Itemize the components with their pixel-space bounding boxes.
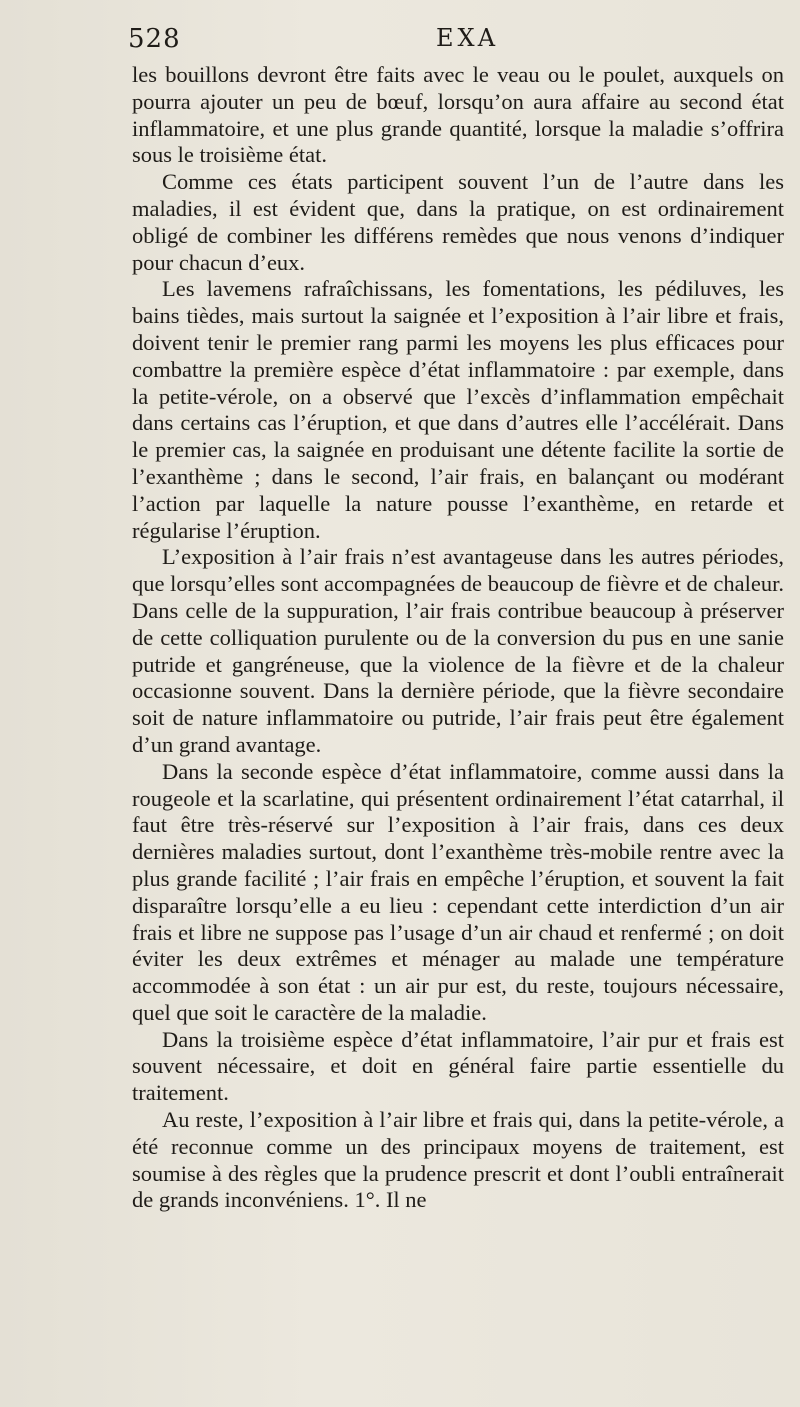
paragraph: Dans la troisième espèce d’état inflammatoire, l’air pur et frais est souvent nécessaire, et doit en général faire partie essentielle du traitement.: [132, 1026, 784, 1106]
page-number: 528: [128, 24, 181, 54]
body-text: [132, 62, 784, 1214]
paragraph: Comme ces états participent souvent l’un de l’autre dans les maladies, il est évident que, dans la pratique, on est ordinairement obligé de combiner les différens remèdes que nous venons d’indiquer pour chacun d’eux.: [132, 169, 784, 275]
paragraph: Au reste, l’exposition à l’air libre et frais qui, dans la petite-vérole, a été reconnue comme un des principaux moyens de traitement, est soumise à des règles que la prudence prescrit et dont l’oubli entraînerait de grands inconvéniens. 1°. Il ne: [132, 1107, 784, 1213]
paragraph: Dans la seconde espèce d’état inflammatoire, comme aussi dans la rougeole et la scarlatine, qui présentent ordinairement l’état catarrhal, il faut être très-réservé sur l’exposition à l’air frais, dans ces deux dernières maladies surtout, dont l’exanthème très-mobile rentre avec la plus grande facilité ; l’air frais en empêche l’éruption, et souvent la fait disparaître lorsqu’elle a eu lieu : cependant cette interdiction d’un air frais et libre ne suppose pas l’usage d’un air chaud et renfermé ; on doit éviter les deux extrêmes et ménager au malade une température accommodée à son état : un air pur est, du reste, toujours nécessaire, quel que soit le caractère de la maladie.: [132, 758, 784, 1025]
paragraph: Les lavemens rafraîchissans, les fomentations, les pédiluves, les bains tièdes, mais surtout la saignée et l’exposition à l’air libre et frais, doivent tenir le premier rang parmi les moyens les plus efficaces pour combattre la première espèce d’état inflammatoire : par exemple, dans la petite-vérole, on a observé que l’excès d’inflammation empêchait dans certains cas l’éruption, et que dans d’autres elle l’accélérait. Dans le premier cas, la saignée en produisant une détente facilite la sortie de l’exanthème ; dans le second, l’air frais, en balançant ou modérant l’action par laquelle la nature pousse l’exanthème, en retarde et régularise l’éruption.: [132, 276, 784, 543]
paragraph: les bouillons devront être faits avec le veau ou le poulet, auxquels on pourra ajouter un peu de bœuf, lorsqu’on aura affaire au second état inflammatoire, et une plus grande quantité, lorsque la maladie s’offrira sous le troisième état.: [132, 62, 784, 168]
page-header: [0, 24, 800, 64]
running-head: EXA: [436, 24, 500, 52]
paragraph: L’exposition à l’air frais n’est avantageuse dans les autres périodes, que lorsqu’elles sont accompagnées de beaucoup de fièvre et de chaleur. Dans celle de la suppuration, l’air frais contribue beaucoup à préserver de cette colliquation purulente ou de la conversion du pus en une sanie putride et gangréneuse, que la violence de la fièvre et de la chaleur occasionne souvent. Dans la dernière période, que la fièvre secondaire soit de nature inflammatoire ou putride, l’air frais peut être également d’un grand avantage.: [132, 544, 784, 757]
